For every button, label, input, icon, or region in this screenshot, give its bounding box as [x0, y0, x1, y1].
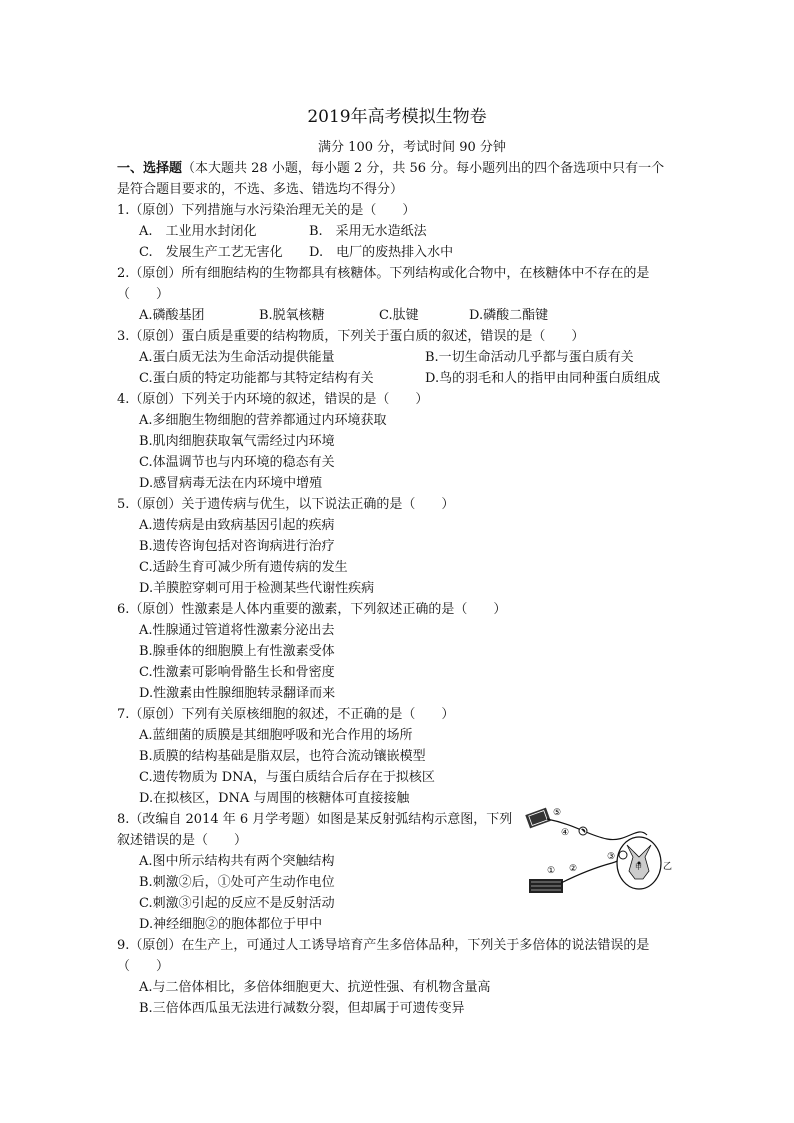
option-b: B.遗传咨询包括对咨询病进行治疗 — [139, 539, 335, 554]
option-c: C.刺激③引起的反应不是反射活动 — [139, 896, 335, 911]
option-d: D.磷酸二酯键 — [469, 308, 549, 323]
option-d: D.在拟核区，DNA 与周围的核糖体可直接接触 — [139, 791, 410, 806]
option-d: D.神经细胞②的胞体都位于甲中 — [139, 917, 323, 932]
option-b: B.三倍体西瓜虽无法进行减数分裂，但却属于可遗传变异 — [139, 1001, 465, 1016]
section-label: 一、选择题 — [117, 161, 183, 176]
options — [117, 725, 677, 809]
receptor-shape — [525, 808, 550, 829]
option-b: B.一切生命活动几乎都与蛋白质有关 — [425, 350, 634, 365]
option-b: B.腺垂体的细胞膜上有性激素受体 — [139, 644, 335, 659]
option-b: B.脱氧核糖 — [259, 308, 325, 323]
option-d: D.羊膜腔穿刺可用于检测某些代谢性疾病 — [139, 581, 375, 596]
question-stem: 5.（原创）关于遗传病与优生，以下说法正确的是（ ） — [117, 497, 455, 512]
option-a: A.图中所示结构共有两个突触结构 — [139, 854, 335, 869]
question-2 — [117, 263, 677, 326]
label-4: ④ — [561, 828, 570, 838]
question-stem: 8.（改编自 2014 年 6 月学考题）如图是某反射弧结构示意图，下列叙述错误的是（ ） — [117, 812, 513, 848]
option-d: D.鸟的羽毛和人的指甲由同种蛋白质组成 — [425, 371, 661, 386]
option-a: A.磷酸基团 — [139, 308, 205, 323]
option-b: B. 采用无水造纸法 — [309, 224, 427, 239]
section-description: （本大题共 28 小题，每小题 2 分，共 56 分。每小题列出的四个备选项中只有一个是符合题目要求的，不选、多选、错选均不得分） — [117, 161, 665, 197]
option-c: C. 发展生产工艺无害化 — [139, 245, 283, 260]
option-c: C.适龄生育可减少所有遗传病的发生 — [139, 560, 348, 575]
options — [117, 305, 677, 326]
effector-shape — [529, 879, 563, 893]
options — [117, 221, 677, 263]
label-3: ③ — [607, 852, 616, 862]
label-2: ② — [569, 864, 578, 874]
label-1: ① — [547, 866, 556, 876]
label-yi: 乙 — [663, 862, 673, 872]
option-b: B.肌肉细胞获取氧气需经过内环境 — [139, 434, 335, 449]
exam-page — [117, 106, 677, 1019]
option-a: A. 工业用水封闭化 — [139, 224, 257, 239]
label-5: ⑤ — [553, 808, 562, 818]
options — [117, 620, 677, 704]
question-1 — [117, 200, 677, 263]
question-6 — [117, 599, 677, 704]
option-a: A.遗传病是由致病基因引起的疾病 — [139, 518, 335, 533]
question-stem: 7.（原创）下列有关原核细胞的叙述，不正确的是（ ） — [117, 707, 455, 722]
question-stem: 9.（原创）在生产上，可通过人工诱导培育产生多倍体品种，下列关于多倍体的说法错误的是（ ） — [117, 938, 650, 974]
option-c: C.蛋白质的特定功能都与其特定结构有关 — [139, 371, 374, 386]
options — [117, 515, 677, 599]
question-7 — [117, 704, 677, 809]
option-c: C.性激素可影响骨骼生长和骨密度 — [139, 665, 335, 680]
option-b: B.质膜的结构基础是脂双层，也符合流动镶嵌模型 — [139, 749, 426, 764]
question-5 — [117, 494, 677, 599]
option-c: C.肽键 — [379, 308, 419, 323]
option-c: C.体温调节也与内环境的稳态有关 — [139, 455, 335, 470]
page-title: 2019年高考模拟生物卷 — [307, 107, 487, 127]
options — [117, 410, 677, 494]
option-a: A.蛋白质无法为生命活动提供能量 — [139, 350, 335, 365]
options — [117, 977, 677, 1019]
question-9 — [117, 935, 677, 1019]
question-stem: 6.（原创）性激素是人体内重要的激素，下列叙述正确的是（ ） — [117, 602, 507, 617]
option-a: A.与二倍体相比，多倍体细胞更大、抗逆性强、有机物含量高 — [139, 980, 491, 995]
option-a: A.多细胞生物细胞的营养都通过内环境获取 — [139, 413, 387, 428]
option-a: A.蓝细菌的质膜是其细胞呼吸和光合作用的场所 — [139, 728, 413, 743]
question-4 — [117, 389, 677, 494]
question-3 — [117, 326, 677, 389]
options — [117, 347, 677, 389]
question-stem: 2.（原创）所有细胞结构的生物都具有核糖体。下列结构或化合物中，在核糖体中不存在的是（ ） — [117, 266, 650, 302]
label-jia: 甲 — [635, 863, 642, 871]
option-d: D.性激素由性腺细胞转录翻译而来 — [139, 686, 336, 701]
question-stem: 4.（原创）下列关于内环境的叙述，错误的是（ ） — [117, 392, 429, 407]
option-d: D.感冒病毒无法在内环境中增殖 — [139, 476, 323, 491]
option-c: C.遗传物质为 DNA，与蛋白质结合后存在于拟核区 — [139, 770, 435, 785]
reflex-arc-figure — [517, 805, 677, 905]
option-b: B.刺激②后，①处可产生动作电位 — [139, 875, 335, 890]
section-heading — [117, 158, 677, 200]
question-stem: 1.（原创）下列措施与水污染治理无关的是（ ） — [117, 203, 416, 218]
page-subtitle: 满分 100 分，考试时间 90 分钟 — [318, 140, 506, 155]
option-d: D. 电厂的废热排入水中 — [309, 245, 454, 260]
reflex-arc-diagram — [517, 805, 677, 905]
question-8 — [117, 809, 677, 935]
option-a: A.性腺通过管道将性激素分泌出去 — [139, 623, 335, 638]
question-stem: 3.（原创）蛋白质是重要的结构物质，下列关于蛋白质的叙述，错误的是（ ） — [117, 329, 585, 344]
